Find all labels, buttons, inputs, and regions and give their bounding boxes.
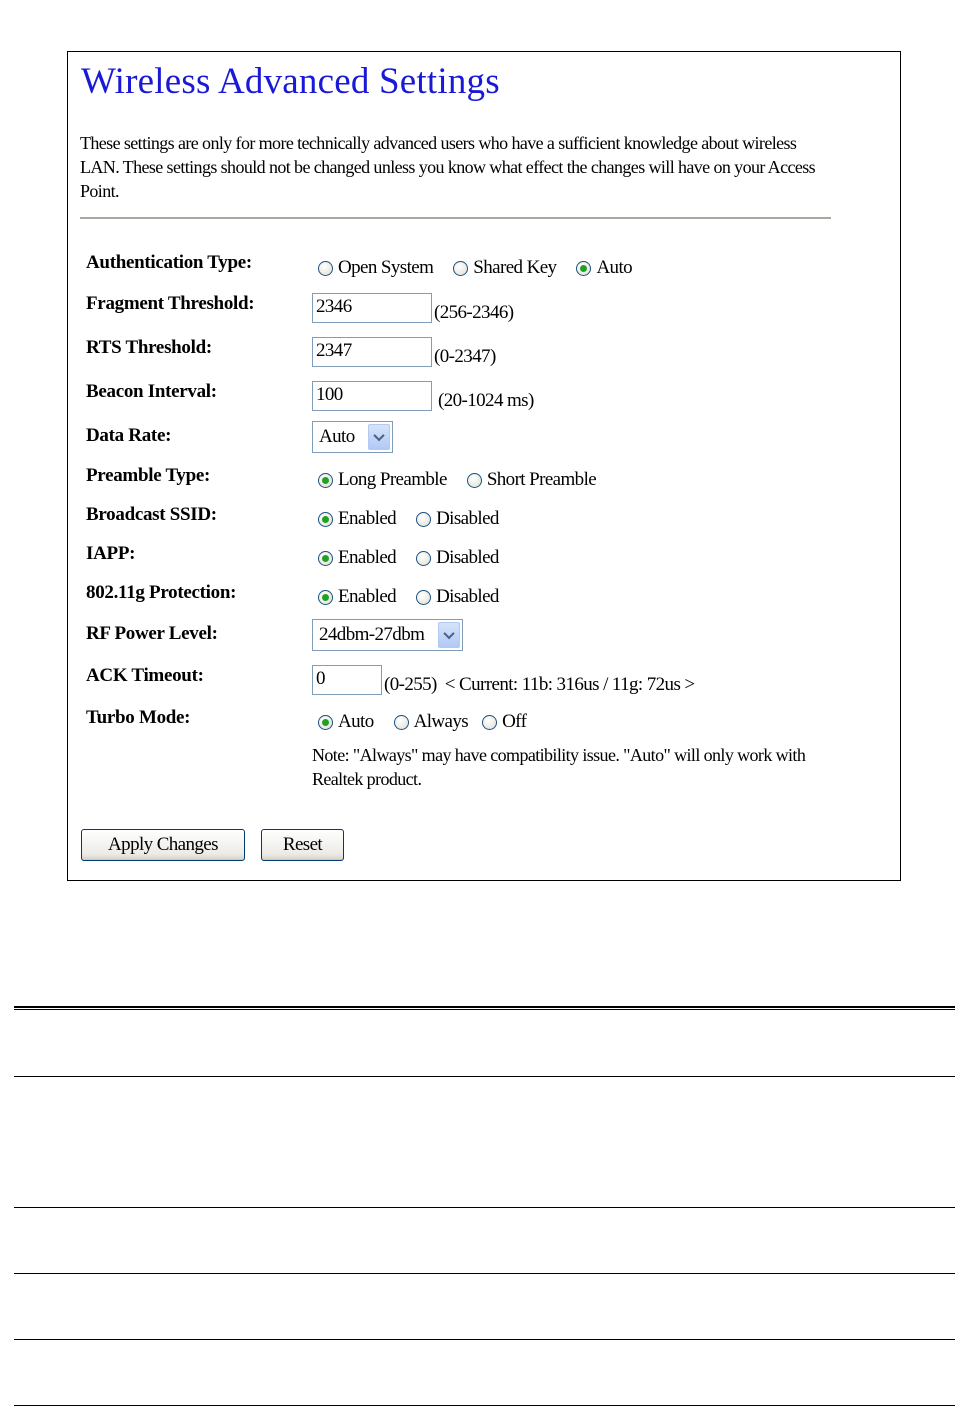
broadcast-ssid-disabled-radio[interactable]: [416, 512, 431, 527]
ack-timeout-label: ACK Timeout:: [86, 665, 204, 686]
table-row-divider: [14, 1076, 955, 1077]
broadcast-ssid-enabled-radio[interactable]: [318, 512, 333, 527]
auth-open-system-radio[interactable]: [318, 261, 333, 276]
rts-threshold-label: RTS Threshold:: [86, 337, 212, 358]
turbo-mode-label: Turbo Mode:: [86, 707, 191, 728]
protection-group: [312, 586, 513, 608]
turbo-off-label: Off: [502, 711, 527, 732]
beacon-interval-hint: (20-1024 ms): [438, 390, 534, 411]
broadcast-ssid-enabled-label: Enabled: [338, 508, 397, 529]
turbo-off-option[interactable]: [482, 711, 526, 733]
turbo-mode-group: [312, 711, 540, 733]
auth-type-label: Authentication Type:: [86, 252, 252, 273]
table-top-rule: [14, 1006, 955, 1010]
auth-type-group: [312, 257, 646, 279]
iapp-enabled-radio[interactable]: [318, 551, 333, 566]
rts-threshold-input[interactable]: 2347: [312, 337, 432, 367]
chevron-down-icon[interactable]: [368, 424, 390, 450]
iapp-group: [312, 547, 513, 569]
beacon-interval-label: Beacon Interval:: [86, 381, 217, 402]
data-rate-select[interactable]: [312, 421, 393, 453]
auth-shared-key-option[interactable]: [447, 257, 556, 279]
protection-label: 802.11g Protection:: [86, 582, 237, 603]
divider: [80, 217, 831, 219]
settings-panel: [67, 51, 901, 881]
iapp-enabled-option[interactable]: [312, 547, 396, 569]
broadcast-ssid-disabled-label: Disabled: [436, 508, 499, 529]
iapp-enabled-label: Enabled: [338, 547, 397, 568]
data-rate-group: [312, 421, 393, 453]
fragment-threshold-input[interactable]: 2346: [312, 293, 432, 323]
ack-timeout-input[interactable]: 0: [312, 665, 382, 695]
turbo-mode-note: Note: "Always" may have compatibility issue. "Auto" will only work with Realtek product.: [312, 745, 806, 789]
protection-disabled-radio[interactable]: [416, 590, 431, 605]
auth-auto-option[interactable]: [570, 257, 632, 279]
preamble-short-label: Short Preamble: [486, 469, 597, 490]
turbo-always-option[interactable]: [388, 711, 468, 733]
iapp-label: IAPP:: [86, 543, 136, 564]
ack-timeout-current: < Current: 11b: 316us / 11g: 72us >: [444, 674, 695, 695]
table-row-divider: [14, 1405, 955, 1406]
preamble-short-option[interactable]: [461, 469, 596, 491]
fragment-threshold-hint: (256-2346): [434, 302, 514, 323]
turbo-auto-label: Auto: [338, 711, 374, 732]
rts-threshold-group: [312, 336, 496, 368]
iapp-disabled-radio[interactable]: [416, 551, 431, 566]
preamble-short-radio[interactable]: [467, 473, 482, 488]
preamble-long-option[interactable]: [312, 469, 447, 491]
protection-disabled-label: Disabled: [436, 586, 499, 607]
turbo-auto-radio[interactable]: [318, 715, 333, 730]
iapp-disabled-label: Disabled: [436, 547, 499, 568]
reset-button[interactable]: Reset: [261, 829, 344, 861]
fragment-threshold-group: [312, 292, 513, 324]
auth-open-system-option[interactable]: [312, 257, 433, 279]
rf-power-group: [312, 619, 463, 651]
preamble-long-label: Long Preamble: [338, 469, 447, 490]
ack-timeout-hint: (0-255): [384, 674, 437, 695]
turbo-always-label: Always: [413, 711, 469, 732]
protection-disabled-option[interactable]: [410, 586, 499, 608]
protection-enabled-option[interactable]: [312, 586, 396, 608]
rf-power-select[interactable]: [312, 619, 463, 651]
auth-shared-key-radio[interactable]: [453, 261, 468, 276]
auth-auto-label: Auto: [596, 257, 633, 278]
preamble-type-group: [312, 469, 610, 491]
iapp-disabled-option[interactable]: [410, 547, 499, 569]
apply-changes-button[interactable]: Apply Changes: [81, 829, 245, 861]
protection-enabled-label: Enabled: [338, 586, 397, 607]
table-row-divider: [14, 1339, 955, 1340]
turbo-always-radio[interactable]: [394, 715, 409, 730]
chevron-down-icon[interactable]: [438, 622, 460, 648]
beacon-interval-input[interactable]: 100: [312, 381, 432, 411]
turbo-off-radio[interactable]: [482, 715, 497, 730]
fragment-threshold-label: Fragment Threshold:: [86, 293, 255, 314]
rts-threshold-hint: (0-2347): [434, 346, 496, 367]
ack-timeout-group: [312, 664, 695, 696]
preamble-long-radio[interactable]: [318, 473, 333, 488]
data-rate-value: Auto: [319, 426, 355, 447]
broadcast-ssid-group: [312, 508, 513, 530]
protection-enabled-radio[interactable]: [318, 590, 333, 605]
beacon-interval-group: [312, 380, 534, 412]
table-row-divider: [14, 1273, 955, 1274]
broadcast-ssid-label: Broadcast SSID:: [86, 504, 217, 525]
data-rate-label: Data Rate:: [86, 425, 172, 446]
preamble-type-label: Preamble Type:: [86, 465, 211, 486]
page-title: Wireless Advanced Settings: [81, 61, 500, 102]
broadcast-ssid-disabled-option[interactable]: [410, 508, 499, 530]
turbo-auto-option[interactable]: [312, 711, 374, 733]
table-row-divider: [14, 1207, 955, 1208]
broadcast-ssid-enabled-option[interactable]: [312, 508, 396, 530]
page-description: These settings are only for more technically advanced users who have a sufficient knowledge about wireless LAN. These settings should not be changed unless you know what effect the changes will have on your Access Point.: [80, 133, 816, 201]
auth-open-system-label: Open System: [338, 257, 434, 278]
rf-power-value: 24dbm-27dbm: [319, 624, 425, 645]
auth-auto-radio[interactable]: [576, 261, 591, 276]
rf-power-label: RF Power Level:: [86, 623, 218, 644]
auth-shared-key-label: Shared Key: [473, 257, 557, 278]
